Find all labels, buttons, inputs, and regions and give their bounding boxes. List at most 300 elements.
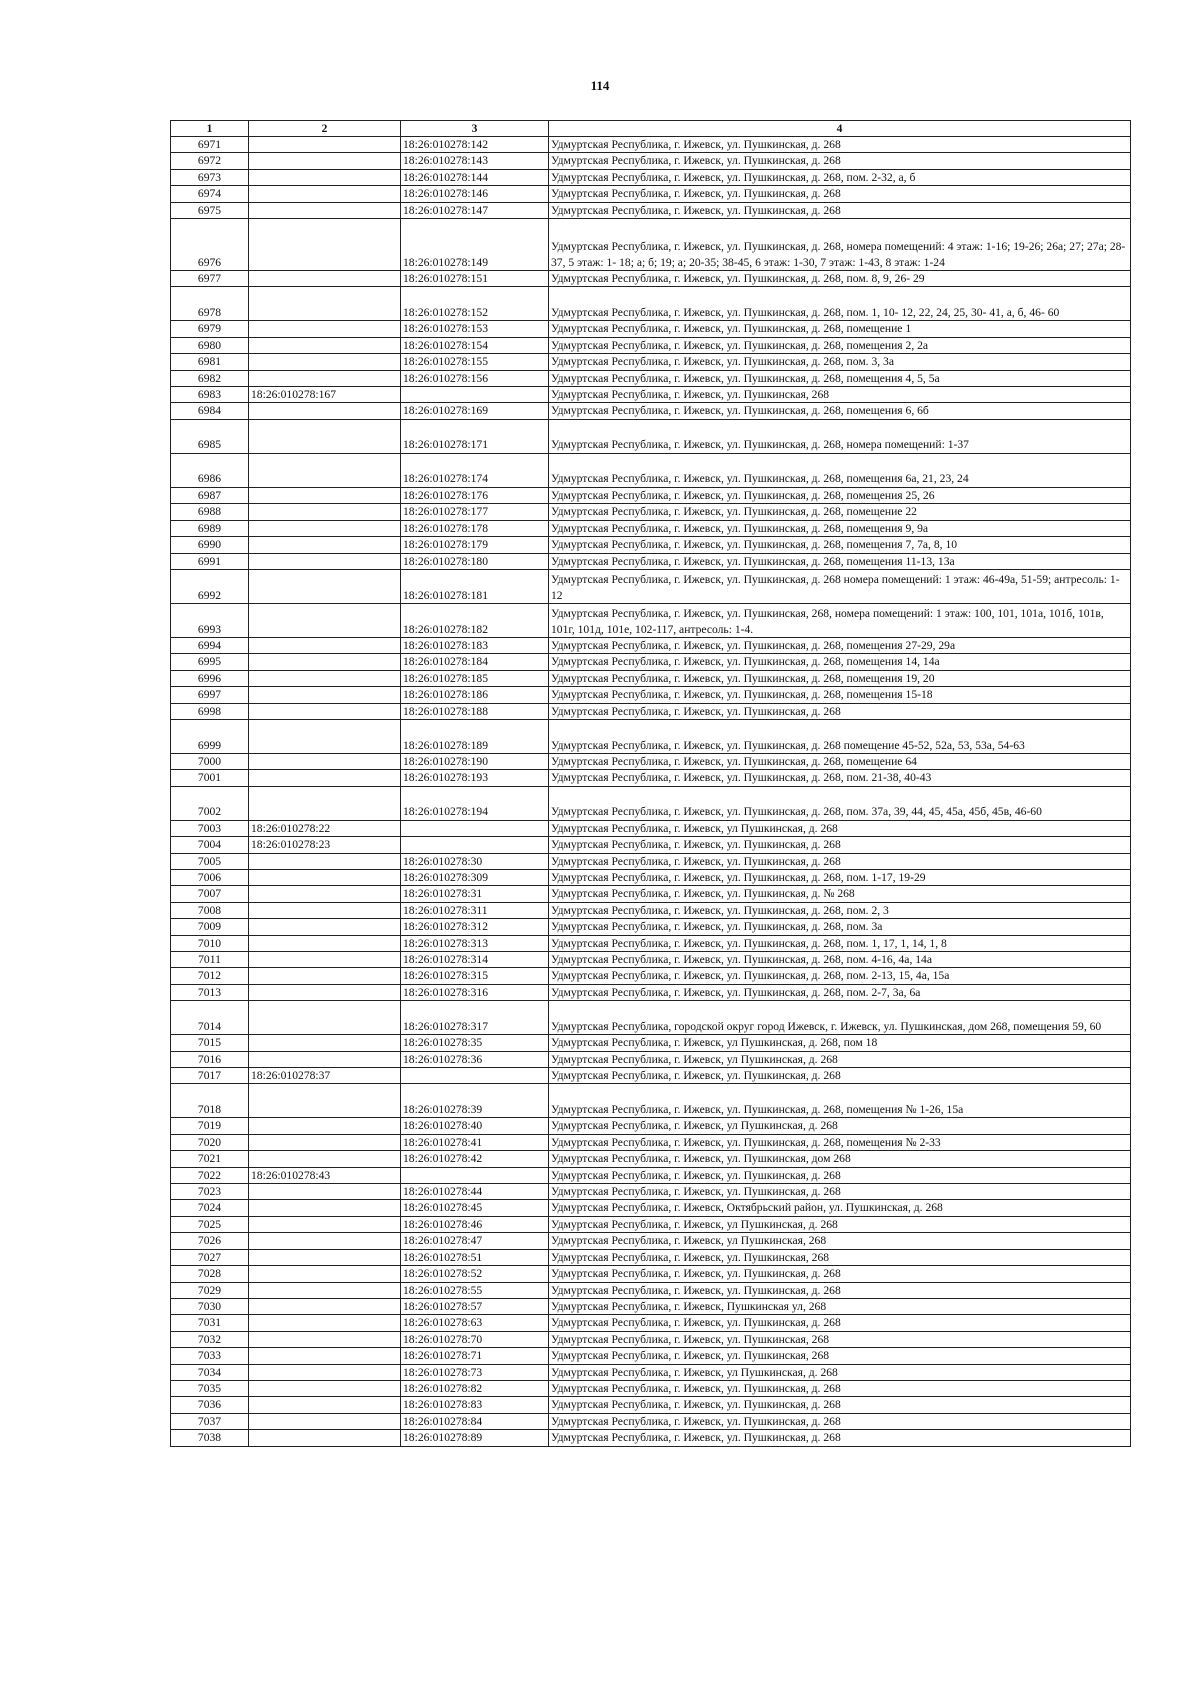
row-number: 7010 bbox=[171, 935, 249, 951]
page-number: 114 bbox=[590, 78, 610, 93]
address: Удмуртская Республика, г. Ижевск, ул. Пушкинская, д. 268 bbox=[549, 186, 1131, 202]
cadastral-number-building bbox=[249, 1413, 401, 1429]
cadastral-number-premises: 18:26:010278:316 bbox=[401, 984, 549, 1000]
cadastral-number-building bbox=[249, 952, 401, 968]
row-number: 6986 bbox=[171, 453, 249, 487]
cadastral-number-premises: 18:26:010278:194 bbox=[401, 786, 549, 820]
cadastral-number-premises bbox=[401, 1167, 549, 1183]
cadastral-number-building bbox=[249, 1118, 401, 1134]
cadastral-number-premises: 18:26:010278:186 bbox=[401, 687, 549, 703]
table-row bbox=[171, 1282, 1131, 1298]
cadastral-number-premises: 18:26:010278:44 bbox=[401, 1184, 549, 1200]
cadastral-number-building bbox=[249, 186, 401, 202]
table-row bbox=[171, 1397, 1131, 1413]
row-number: 6974 bbox=[171, 186, 249, 202]
cadastral-number-premises: 18:26:010278:314 bbox=[401, 952, 549, 968]
row-number: 6985 bbox=[171, 419, 249, 453]
address: Удмуртская Республика, г. Ижевск, ул Пушкинская, д. 268 bbox=[549, 1051, 1131, 1067]
cadastral-number-building bbox=[249, 1035, 401, 1051]
row-number: 7034 bbox=[171, 1364, 249, 1380]
row-number: 7002 bbox=[171, 786, 249, 820]
row-number: 6977 bbox=[171, 271, 249, 287]
table-row bbox=[171, 703, 1131, 719]
table-row bbox=[171, 1134, 1131, 1150]
row-number: 7004 bbox=[171, 837, 249, 853]
address: Удмуртская Республика, г. Ижевск, ул Пушкинская, д. 268 bbox=[549, 1118, 1131, 1134]
table-row bbox=[171, 853, 1131, 869]
table-row bbox=[171, 786, 1131, 820]
cadastral-number-premises: 18:26:010278:178 bbox=[401, 520, 549, 536]
address: Удмуртская Республика, г. Ижевск, ул. Пушкинская, д. 268 bbox=[549, 1167, 1131, 1183]
cadastral-number-building bbox=[249, 603, 401, 637]
address: Удмуртская Республика, г. Ижевск, ул. Пушкинская, д. 268, помещения 2, 2а bbox=[549, 337, 1131, 353]
cadastral-number-premises bbox=[401, 387, 549, 403]
row-number: 7003 bbox=[171, 820, 249, 836]
table-row bbox=[171, 186, 1131, 202]
row-number: 6991 bbox=[171, 553, 249, 569]
cadastral-number-building bbox=[249, 337, 401, 353]
cadastral-number-building bbox=[249, 968, 401, 984]
cadastral-number-premises bbox=[401, 837, 549, 853]
table-row bbox=[171, 820, 1131, 836]
table-row bbox=[171, 1001, 1131, 1035]
row-number: 6995 bbox=[171, 654, 249, 670]
table-row bbox=[171, 919, 1131, 935]
table-row bbox=[171, 287, 1131, 321]
address: Удмуртская Республика, г. Ижевск, ул. Пушкинская, д. 268, помещения № 2-33 bbox=[549, 1134, 1131, 1150]
address: Удмуртская Республика, г. Ижевск, ул. Пушкинская, д. 268, пом. 37а, 39, 44, 45, 45а, 45б, 45в, 46-60 bbox=[549, 786, 1131, 820]
row-number: 7016 bbox=[171, 1051, 249, 1067]
cadastral-number-premises: 18:26:010278:83 bbox=[401, 1397, 549, 1413]
table-row bbox=[171, 670, 1131, 686]
cadastral-number-building bbox=[249, 1184, 401, 1200]
address: Удмуртская Республика, г. Ижевск, ул. Пушкинская, д. 268, помещения 7, 7а, 8, 10 bbox=[549, 537, 1131, 553]
cadastral-number-premises: 18:26:010278:149 bbox=[401, 219, 549, 271]
address: Удмуртская Республика, г. Ижевск, ул Пушкинская, д. 268, пом 18 bbox=[549, 1035, 1131, 1051]
cadastral-number-premises: 18:26:010278:151 bbox=[401, 271, 549, 287]
cadastral-number-premises: 18:26:010278:39 bbox=[401, 1084, 549, 1118]
address: Удмуртская Республика, г. Ижевск, ул Пушкинская, д. 268 bbox=[549, 1364, 1131, 1380]
table-row bbox=[171, 753, 1131, 769]
row-number: 7017 bbox=[171, 1068, 249, 1084]
table-row bbox=[171, 1364, 1131, 1380]
row-number: 6998 bbox=[171, 703, 249, 719]
cadastral-number-premises: 18:26:010278:146 bbox=[401, 186, 549, 202]
cadastral-number-building bbox=[249, 1282, 401, 1298]
table-row bbox=[171, 1216, 1131, 1232]
cadastral-number-premises: 18:26:010278:35 bbox=[401, 1035, 549, 1051]
cadastral-number-premises: 18:26:010278:82 bbox=[401, 1380, 549, 1396]
address: Удмуртская Республика, г. Ижевск, ул. Пушкинская, д. 268, пом. 8, 9, 26- 29 bbox=[549, 271, 1131, 287]
row-number: 6982 bbox=[171, 370, 249, 386]
address: Удмуртская Республика, г. Ижевск, ул. Пушкинская, д. 268 помещение 45-52, 52а, 53, 53а, 54-63 bbox=[549, 719, 1131, 753]
table-row bbox=[171, 1331, 1131, 1347]
table-row bbox=[171, 1430, 1131, 1446]
row-number: 7027 bbox=[171, 1249, 249, 1265]
table-row bbox=[171, 1035, 1131, 1051]
cadastral-number-premises: 18:26:010278:51 bbox=[401, 1249, 549, 1265]
address: Удмуртская Республика, г. Ижевск, Октябрьский район, ул. Пушкинская, д. 268 bbox=[549, 1200, 1131, 1216]
address: Удмуртская Республика, г. Ижевск, ул Пушкинская, 268 bbox=[549, 1233, 1131, 1249]
cadastral-number-building bbox=[249, 569, 401, 603]
cadastral-number-premises: 18:26:010278:42 bbox=[401, 1151, 549, 1167]
row-number: 6981 bbox=[171, 354, 249, 370]
table-row bbox=[171, 1413, 1131, 1429]
address: Удмуртская Республика, г. Ижевск, ул Пушкинская, д. 268 bbox=[549, 820, 1131, 836]
table-row bbox=[171, 1068, 1131, 1084]
address: Удмуртская Республика, г. Ижевск, ул. Пушкинская, д. 268 bbox=[549, 837, 1131, 853]
address: Удмуртская Республика, г. Ижевск, ул. Пушкинская, д. 268, помещение 64 bbox=[549, 753, 1131, 769]
table-row bbox=[171, 537, 1131, 553]
row-number: 7011 bbox=[171, 952, 249, 968]
cadastral-number-building bbox=[249, 1397, 401, 1413]
column-header-3: 3 bbox=[401, 121, 549, 137]
cadastral-number-building bbox=[249, 321, 401, 337]
cadastral-number-premises: 18:26:010278:193 bbox=[401, 770, 549, 786]
cadastral-number-building bbox=[249, 1364, 401, 1380]
cadastral-number-building bbox=[249, 935, 401, 951]
address: Удмуртская Республика, г. Ижевск, ул. Пушкинская, д. 268, помещения 14, 14а bbox=[549, 654, 1131, 670]
cadastral-number-building bbox=[249, 520, 401, 536]
column-header-4: 4 bbox=[549, 121, 1131, 137]
cadastral-number-premises: 18:26:010278:89 bbox=[401, 1430, 549, 1446]
row-number: 7028 bbox=[171, 1266, 249, 1282]
row-number: 6973 bbox=[171, 169, 249, 185]
table-row bbox=[171, 1200, 1131, 1216]
row-number: 7018 bbox=[171, 1084, 249, 1118]
row-number: 6972 bbox=[171, 153, 249, 169]
address: Удмуртская Республика, г. Ижевск, ул. Пушкинская, д. 268, пом. 3, 3а bbox=[549, 354, 1131, 370]
cadastral-number-premises: 18:26:010278:55 bbox=[401, 1282, 549, 1298]
table-row bbox=[171, 869, 1131, 885]
cadastral-number-premises: 18:26:010278:188 bbox=[401, 703, 549, 719]
table-row bbox=[171, 770, 1131, 786]
table-row bbox=[171, 719, 1131, 753]
table-row bbox=[171, 1266, 1131, 1282]
table-row bbox=[171, 935, 1131, 951]
row-number: 7006 bbox=[171, 869, 249, 885]
address: Удмуртская Республика, г. Ижевск, ул. Пушкинская, 268, номера помещений: 1 этаж: 100, 101, 101а, 101б, 101в, 101г, 101д, 101е, 102-117, антресоль: 1-4. bbox=[549, 603, 1131, 637]
address: Удмуртская Республика, г. Ижевск, ул. Пушкинская, д. 268, помещения 27-29, 29а bbox=[549, 637, 1131, 653]
cadastral-number-building bbox=[249, 1051, 401, 1067]
row-number: 7019 bbox=[171, 1118, 249, 1134]
cadastral-number-premises: 18:26:010278:153 bbox=[401, 321, 549, 337]
address: Удмуртская Республика, г. Ижевск, ул. Пушкинская, д. 268, помещение 1 bbox=[549, 321, 1131, 337]
table-row bbox=[171, 637, 1131, 653]
address: Удмуртская Республика, г. Ижевск, ул. Пушкинская, д. 268, пом. 1, 10- 12, 22, 24, 25, 30- 41, а, б, 46- 60 bbox=[549, 287, 1131, 321]
address: Удмуртская Республика, г. Ижевск, ул. Пушкинская, д. 268, номера помещений: 1-37 bbox=[549, 419, 1131, 453]
address: Удмуртская Республика, г. Ижевск, ул. Пушкинская, д. 268, пом. 2-13, 15, 4а, 15а bbox=[549, 968, 1131, 984]
row-number: 6987 bbox=[171, 487, 249, 503]
table-row bbox=[171, 1348, 1131, 1364]
table-row bbox=[171, 569, 1131, 603]
row-number: 7023 bbox=[171, 1184, 249, 1200]
table-row bbox=[171, 1084, 1131, 1118]
address: Удмуртская Республика, г. Ижевск, ул. Пушкинская, д. 268 bbox=[549, 137, 1131, 153]
cadastral-number-building: 18:26:010278:23 bbox=[249, 837, 401, 853]
row-number: 7037 bbox=[171, 1413, 249, 1429]
cadastral-number-building bbox=[249, 654, 401, 670]
table-header-row bbox=[171, 121, 1131, 137]
cadastral-number-premises: 18:26:010278:84 bbox=[401, 1413, 549, 1429]
cadastral-number-building bbox=[249, 753, 401, 769]
row-number: 6989 bbox=[171, 520, 249, 536]
address: Удмуртская Республика, г. Ижевск, ул. Пушкинская, 268 bbox=[549, 1348, 1131, 1364]
address: Удмуртская Республика, г. Ижевск, ул. Пушкинская, д. 268 bbox=[549, 1397, 1131, 1413]
table-row bbox=[171, 1298, 1131, 1314]
table-row bbox=[171, 137, 1131, 153]
cadastral-number-premises: 18:26:010278:174 bbox=[401, 453, 549, 487]
cadastral-number-building bbox=[249, 1380, 401, 1396]
row-number: 6996 bbox=[171, 670, 249, 686]
table-row bbox=[171, 1151, 1131, 1167]
address: Удмуртская Республика, г. Ижевск, ул. Пушкинская, д. 268 bbox=[549, 202, 1131, 218]
cadastral-number-premises: 18:26:010278:179 bbox=[401, 537, 549, 553]
row-number: 7012 bbox=[171, 968, 249, 984]
cadastral-number-premises: 18:26:010278:309 bbox=[401, 869, 549, 885]
table-row bbox=[171, 553, 1131, 569]
cadastral-number-building bbox=[249, 487, 401, 503]
cadastral-number-building bbox=[249, 537, 401, 553]
cadastral-number-building bbox=[249, 786, 401, 820]
cadastral-number-building bbox=[249, 719, 401, 753]
cadastral-number-premises: 18:26:010278:185 bbox=[401, 670, 549, 686]
row-number: 6984 bbox=[171, 403, 249, 419]
address: Удмуртская Республика, г. Ижевск, ул. Пушкинская, д. 268, помещения 6а, 21, 23, 24 bbox=[549, 453, 1131, 487]
cadastral-number-building bbox=[249, 504, 401, 520]
address: Удмуртская Республика, г. Ижевск, ул. Пушкинская, д. 268 bbox=[549, 1282, 1131, 1298]
cadastral-number-premises bbox=[401, 820, 549, 836]
address: Удмуртская Республика, г. Ижевск, ул Пушкинская, д. 268 bbox=[549, 1216, 1131, 1232]
row-number: 7014 bbox=[171, 1001, 249, 1035]
row-number: 6980 bbox=[171, 337, 249, 353]
table-row bbox=[171, 603, 1131, 637]
row-number: 7029 bbox=[171, 1282, 249, 1298]
address: Удмуртская Республика, г. Ижевск, ул. Пушкинская, д. 268, помещения 15-18 bbox=[549, 687, 1131, 703]
cadastral-number-premises: 18:26:010278:190 bbox=[401, 753, 549, 769]
cadastral-number-premises: 18:26:010278:184 bbox=[401, 654, 549, 670]
cadastral-number-premises: 18:26:010278:189 bbox=[401, 719, 549, 753]
cadastral-number-building bbox=[249, 153, 401, 169]
cadastral-number-building bbox=[249, 1331, 401, 1347]
address: Удмуртская Республика, г. Ижевск, ул. Пушкинская, д. 268, пом. 1-17, 19-29 bbox=[549, 869, 1131, 885]
address: Удмуртская Республика, г. Ижевск, ул. Пушкинская, д. 268, пом. 1, 17, 1, 14, 1, 8 bbox=[549, 935, 1131, 951]
cadastral-number-premises: 18:26:010278:182 bbox=[401, 603, 549, 637]
cadastral-number-building bbox=[249, 219, 401, 271]
row-number: 7009 bbox=[171, 919, 249, 935]
table-row bbox=[171, 1249, 1131, 1265]
cadastral-number-building bbox=[249, 354, 401, 370]
cadastral-number-building bbox=[249, 902, 401, 918]
cadastral-number-premises: 18:26:010278:147 bbox=[401, 202, 549, 218]
cadastral-number-premises: 18:26:010278:176 bbox=[401, 487, 549, 503]
column-header-2: 2 bbox=[249, 121, 401, 137]
address: Удмуртская Республика, г. Ижевск, ул. Пушкинская, 268 bbox=[549, 387, 1131, 403]
table-row bbox=[171, 321, 1131, 337]
cadastral-number-building bbox=[249, 853, 401, 869]
cadastral-number-premises: 18:26:010278:156 bbox=[401, 370, 549, 386]
cadastral-number-premises: 18:26:010278:70 bbox=[401, 1331, 549, 1347]
cadastral-number-building bbox=[249, 1348, 401, 1364]
address: Удмуртская Республика, г. Ижевск, ул. Пушкинская, д. 268, помещения 25, 26 bbox=[549, 487, 1131, 503]
cadastral-number-building bbox=[249, 1216, 401, 1232]
address: Удмуртская Республика, г. Ижевск, ул. Пушкинская, д. 268, помещение 22 bbox=[549, 504, 1131, 520]
row-number: 6993 bbox=[171, 603, 249, 637]
cadastral-number-building bbox=[249, 869, 401, 885]
row-number: 7022 bbox=[171, 1167, 249, 1183]
cadastral-number-building bbox=[249, 770, 401, 786]
table-row bbox=[171, 1167, 1131, 1183]
cadastral-number-building bbox=[249, 1249, 401, 1265]
row-number: 6975 bbox=[171, 202, 249, 218]
row-number: 6983 bbox=[171, 387, 249, 403]
cadastral-number-premises: 18:26:010278:36 bbox=[401, 1051, 549, 1067]
table-body bbox=[171, 137, 1131, 1447]
table-row bbox=[171, 370, 1131, 386]
cadastral-number-premises: 18:26:010278:41 bbox=[401, 1134, 549, 1150]
table-row bbox=[171, 1051, 1131, 1067]
cadastral-number-premises: 18:26:010278:169 bbox=[401, 403, 549, 419]
cadastral-number-premises: 18:26:010278:154 bbox=[401, 337, 549, 353]
cadastral-number-building bbox=[249, 1084, 401, 1118]
row-number: 7035 bbox=[171, 1380, 249, 1396]
cadastral-number-building bbox=[249, 703, 401, 719]
table-row bbox=[171, 387, 1131, 403]
address: Удмуртская Республика, г. Ижевск, ул. Пушкинская, д. 268, помещения 6, 6б bbox=[549, 403, 1131, 419]
cadastral-number-premises: 18:26:010278:177 bbox=[401, 504, 549, 520]
cadastral-number-building bbox=[249, 370, 401, 386]
cadastral-number-premises: 18:26:010278:155 bbox=[401, 354, 549, 370]
column-header-1: 1 bbox=[171, 121, 249, 137]
address: Удмуртская Республика, г. Ижевск, ул. Пушкинская, д. 268, пом. 3а bbox=[549, 919, 1131, 935]
table-row bbox=[171, 687, 1131, 703]
table-row bbox=[171, 1380, 1131, 1396]
cadastral-number-premises: 18:26:010278:181 bbox=[401, 569, 549, 603]
cadastral-number-building: 18:26:010278:167 bbox=[249, 387, 401, 403]
cadastral-number-building bbox=[249, 1430, 401, 1446]
cadastral-number-premises: 18:26:010278:142 bbox=[401, 137, 549, 153]
row-number: 7030 bbox=[171, 1298, 249, 1314]
table-row bbox=[171, 902, 1131, 918]
cadastral-number-building bbox=[249, 1233, 401, 1249]
row-number: 7038 bbox=[171, 1430, 249, 1446]
table-row bbox=[171, 984, 1131, 1000]
cadastral-number-premises: 18:26:010278:47 bbox=[401, 1233, 549, 1249]
address: Удмуртская Республика, городской округ город Ижевск, г. Ижевск, ул. Пушкинская, дом 268, помещения 59, 60 bbox=[549, 1001, 1131, 1035]
row-number: 6990 bbox=[171, 537, 249, 553]
address: Удмуртская Республика, г. Ижевск, ул. Пушкинская, д. 268 bbox=[549, 1184, 1131, 1200]
address: Удмуртская Республика, г. Ижевск, ул. Пушкинская, д. 268 bbox=[549, 1266, 1131, 1282]
cadastral-number-building bbox=[249, 169, 401, 185]
table-row bbox=[171, 1233, 1131, 1249]
address: Удмуртская Республика, г. Ижевск, ул. Пушкинская, д. 268 bbox=[549, 1380, 1131, 1396]
cadastral-number-building bbox=[249, 202, 401, 218]
cadastral-number-premises: 18:26:010278:312 bbox=[401, 919, 549, 935]
row-number: 7007 bbox=[171, 886, 249, 902]
cadastral-number-building bbox=[249, 984, 401, 1000]
cadastral-number-premises: 18:26:010278:73 bbox=[401, 1364, 549, 1380]
address: Удмуртская Республика, г. Ижевск, ул. Пушкинская, д. 268 номера помещений: 1 этаж: 46-49а, 51-59; антресоль: 1-12 bbox=[549, 569, 1131, 603]
table-row bbox=[171, 968, 1131, 984]
cadastral-number-premises: 18:26:010278:315 bbox=[401, 968, 549, 984]
cadastral-number-premises: 18:26:010278:311 bbox=[401, 902, 549, 918]
address: Удмуртская Республика, г. Ижевск, ул. Пушкинская, д. 268 bbox=[549, 153, 1131, 169]
row-number: 7013 bbox=[171, 984, 249, 1000]
address: Удмуртская Республика, г. Ижевск, Пушкинская ул, 268 bbox=[549, 1298, 1131, 1314]
cadastral-number-premises: 18:26:010278:313 bbox=[401, 935, 549, 951]
address: Удмуртская Республика, г. Ижевск, ул. Пушкинская, д. 268, пом. 2-7, 3а, 6а bbox=[549, 984, 1131, 1000]
address: Удмуртская Республика, г. Ижевск, ул. Пушкинская, д. 268 bbox=[549, 703, 1131, 719]
cadastral-number-building bbox=[249, 687, 401, 703]
cadastral-number-building bbox=[249, 1315, 401, 1331]
row-number: 6999 bbox=[171, 719, 249, 753]
address: Удмуртская Республика, г. Ижевск, ул. Пушкинская, д. № 268 bbox=[549, 886, 1131, 902]
row-number: 6992 bbox=[171, 569, 249, 603]
row-number: 7025 bbox=[171, 1216, 249, 1232]
table-row bbox=[171, 337, 1131, 353]
cadastral-number-premises: 18:26:010278:71 bbox=[401, 1348, 549, 1364]
table-row bbox=[171, 419, 1131, 453]
row-number: 7031 bbox=[171, 1315, 249, 1331]
cadastral-number-building bbox=[249, 1001, 401, 1035]
table-row bbox=[171, 453, 1131, 487]
cadastral-number-building bbox=[249, 919, 401, 935]
table-row bbox=[171, 520, 1131, 536]
address: Удмуртская Республика, г. Ижевск, ул. Пушкинская, д. 268 bbox=[549, 1430, 1131, 1446]
cadastral-number-premises: 18:26:010278:152 bbox=[401, 287, 549, 321]
cadastral-number-premises: 18:26:010278:57 bbox=[401, 1298, 549, 1314]
table-row bbox=[171, 403, 1131, 419]
cadastral-number-premises: 18:26:010278:144 bbox=[401, 169, 549, 185]
address: Удмуртская Республика, г. Ижевск, ул. Пушкинская, д. 268 bbox=[549, 1068, 1131, 1084]
row-number: 7021 bbox=[171, 1151, 249, 1167]
row-number: 6971 bbox=[171, 137, 249, 153]
address: Удмуртская Республика, г. Ижевск, ул. Пушкинская, д. 268, номера помещений: 4 этаж: 1-16; 19-26; 26а; 27; 27а; 28-37, 5 этаж: 1- 18; а; б; 19; а; 20-35; 38-45, 6 этаж: 1-30, 7 этаж: 1-43, 8 этаж: 1-24 bbox=[549, 219, 1131, 271]
table-row bbox=[171, 1184, 1131, 1200]
address: Удмуртская Республика, г. Ижевск, ул. Пушкинская, д. 268 bbox=[549, 1413, 1131, 1429]
cadastral-number-building bbox=[249, 1298, 401, 1314]
table-row bbox=[171, 504, 1131, 520]
cadastral-number-building bbox=[249, 637, 401, 653]
cadastral-number-premises: 18:26:010278:31 bbox=[401, 886, 549, 902]
row-number: 7033 bbox=[171, 1348, 249, 1364]
table-row bbox=[171, 886, 1131, 902]
address: Удмуртская Республика, г. Ижевск, ул. Пушкинская, д. 268, пом. 4-16, 4а, 14а bbox=[549, 952, 1131, 968]
cadastral-number-building bbox=[249, 419, 401, 453]
table-row bbox=[171, 169, 1131, 185]
cadastral-number-premises: 18:26:010278:40 bbox=[401, 1118, 549, 1134]
row-number: 6997 bbox=[171, 687, 249, 703]
cadastral-number-premises: 18:26:010278:45 bbox=[401, 1200, 549, 1216]
cadastral-number-building bbox=[249, 453, 401, 487]
cadastral-number-premises: 18:26:010278:180 bbox=[401, 553, 549, 569]
address: Удмуртская Республика, г. Ижевск, ул. Пушкинская, 268 bbox=[549, 1331, 1131, 1347]
cadastral-number-building bbox=[249, 1151, 401, 1167]
cadastral-number-premises: 18:26:010278:30 bbox=[401, 853, 549, 869]
register-table bbox=[170, 120, 1131, 1447]
cadastral-number-building bbox=[249, 137, 401, 153]
row-number: 6994 bbox=[171, 637, 249, 653]
table-row bbox=[171, 271, 1131, 287]
row-number: 7001 bbox=[171, 770, 249, 786]
table-row bbox=[171, 219, 1131, 271]
row-number: 7020 bbox=[171, 1134, 249, 1150]
cadastral-number-premises: 18:26:010278:52 bbox=[401, 1266, 549, 1282]
row-number: 7008 bbox=[171, 902, 249, 918]
address: Удмуртская Республика, г. Ижевск, ул. Пушкинская, дом 268 bbox=[549, 1151, 1131, 1167]
address: Удмуртская Республика, г. Ижевск, ул. Пушкинская, д. 268, помещения 4, 5, 5а bbox=[549, 370, 1131, 386]
table-row bbox=[171, 354, 1131, 370]
